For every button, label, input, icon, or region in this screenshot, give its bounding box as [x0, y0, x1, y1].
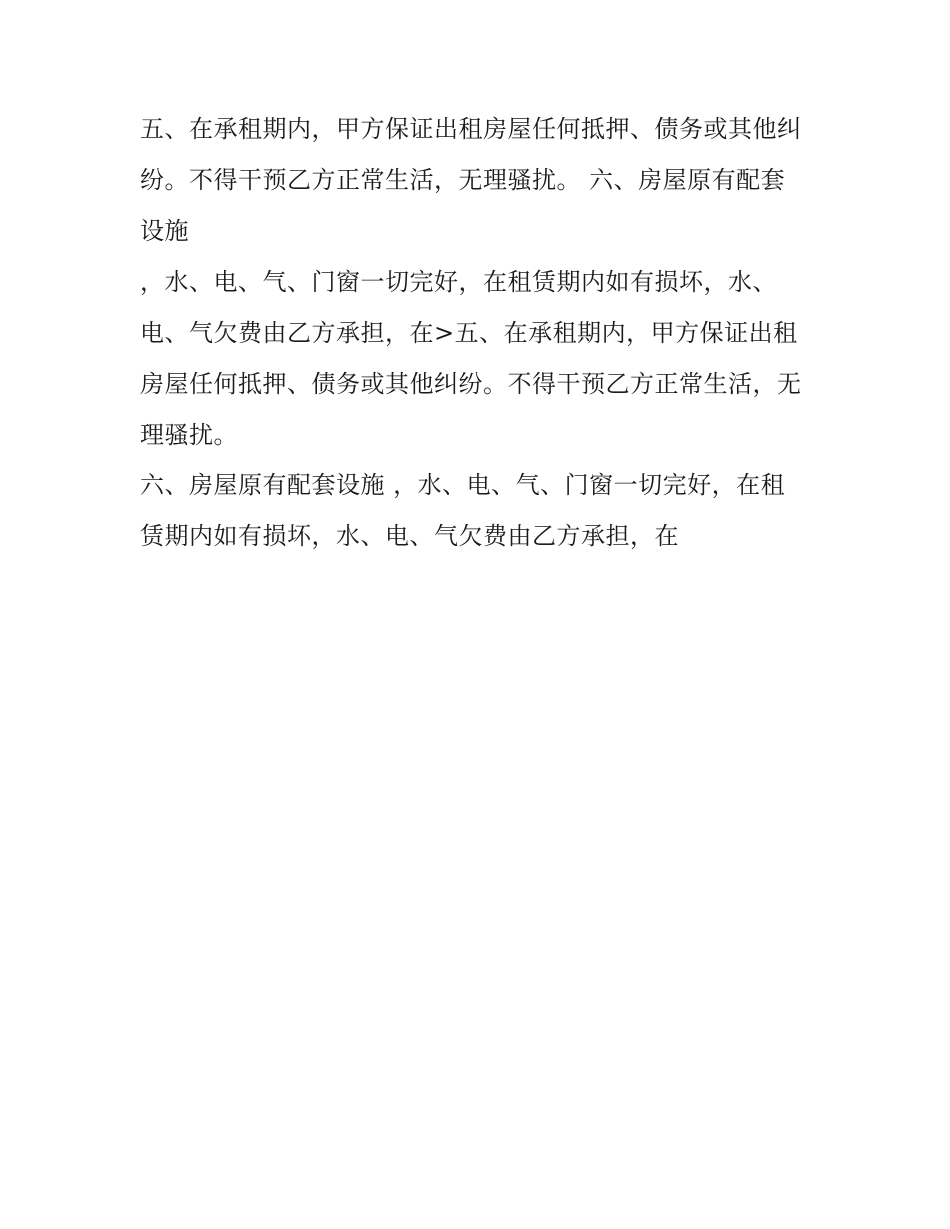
text-line: 电、气欠费由乙方承担，在>五、在承租期内，甲方保证出租 [140, 319, 798, 347]
text-line: ，水、电、气、门窗一切完好，在租赁期内如有损坏，水、 [140, 268, 777, 296]
text-line: 设施 [140, 217, 189, 245]
text-line: 赁期内如有损坏，水、电、气欠费由乙方承担，在 [140, 522, 679, 550]
text-line: 理骚扰。 [140, 421, 238, 449]
text-line: 房屋任何抵押、债务或其他纠纷。不得干预乙方正常生活，无 [140, 370, 802, 398]
text-line: 纷。不得干预乙方正常生活，无理骚扰。 六、房屋原有配套 [140, 166, 786, 194]
text-line: 五、在承租期内，甲方保证出租房屋任何抵押、债务或其他纠 [140, 115, 802, 143]
text-line: 六、房屋原有配套设施 ，水、电、气、门窗一切完好，在租 [140, 471, 786, 499]
